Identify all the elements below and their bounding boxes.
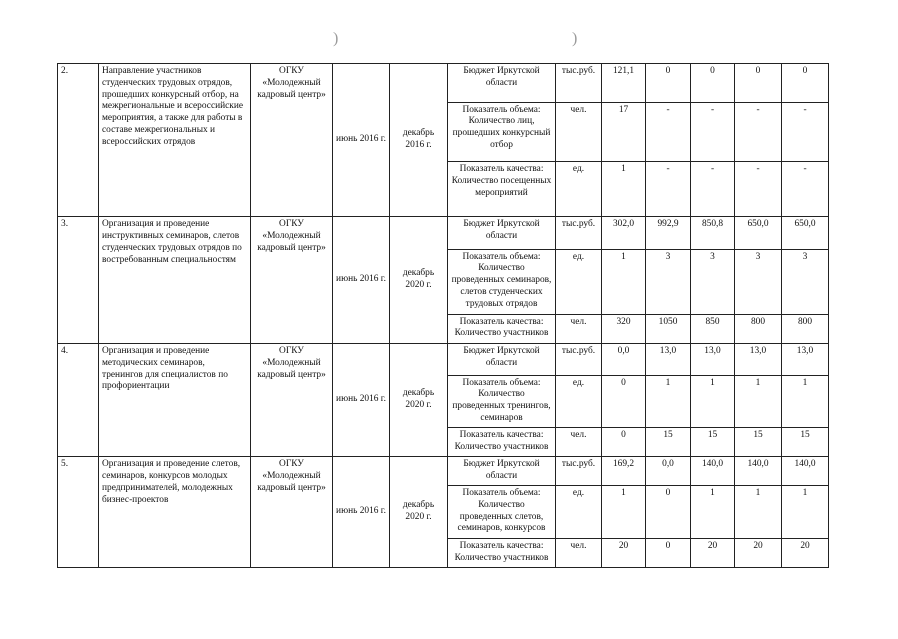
value-2018: 140,0	[691, 457, 735, 486]
activity-executor: ОГКУ «Молодежный кадровый центр»	[251, 344, 333, 457]
indicator-unit: ед.	[556, 249, 602, 314]
value-2019: 3	[735, 249, 782, 314]
value-2016: 0,0	[602, 344, 646, 375]
indicator-unit: тыс.руб.	[556, 64, 602, 103]
value-2020: 0	[782, 64, 829, 103]
value-2018: 850,8	[691, 217, 735, 249]
value-2020: 140,0	[782, 457, 829, 486]
activity-number: 4.	[58, 344, 99, 457]
activity-row	[58, 217, 829, 249]
activity-start-date: июнь 2016 г.	[333, 344, 390, 457]
activity-number: 3.	[58, 217, 99, 344]
value-2020: 15	[782, 428, 829, 457]
activity-name: Организация и проведение методических семинаров, тренингов для специалистов по профориентации	[99, 344, 251, 457]
program-activities-table	[57, 63, 829, 568]
indicator-label: Бюджет Иркутской области	[448, 344, 556, 375]
activity-number: 2.	[58, 64, 99, 217]
scan-mark-left: )	[333, 30, 339, 47]
value-2020: 1	[782, 375, 829, 428]
value-2019: 140,0	[735, 457, 782, 486]
value-2016: 0	[602, 428, 646, 457]
value-2017: 3	[646, 249, 691, 314]
activity-row	[58, 344, 829, 375]
value-2016: 1	[602, 249, 646, 314]
activity-executor: ОГКУ «Молодежный кадровый центр»	[251, 217, 333, 344]
value-2017: 15	[646, 428, 691, 457]
value-2020: -	[782, 162, 829, 217]
indicator-label: Бюджет Иркутской области	[448, 457, 556, 486]
value-2017: 1	[646, 375, 691, 428]
value-2018: -	[691, 102, 735, 162]
value-2020: 1	[782, 486, 829, 539]
indicator-label: Показатель объема: Количество проведенных слетов, семинаров, конкурсов	[448, 486, 556, 539]
value-2018: 1	[691, 486, 735, 539]
activity-start-date: июнь 2016 г.	[333, 457, 390, 568]
value-2018: 1	[691, 375, 735, 428]
activity-end-date: декабрь 2020 г.	[390, 217, 448, 344]
value-2017: 0,0	[646, 457, 691, 486]
indicator-label: Показатель объема: Количество проведенных тренингов, семинаров	[448, 375, 556, 428]
value-2016: 169,2	[602, 457, 646, 486]
activity-end-date: декабрь 2020 г.	[390, 344, 448, 457]
activity-row	[58, 457, 829, 486]
indicator-unit: чел.	[556, 314, 602, 343]
indicator-label: Бюджет Иркутской области	[448, 64, 556, 103]
value-2016: 1	[602, 162, 646, 217]
value-2019: -	[735, 102, 782, 162]
scan-mark-right: )	[572, 30, 578, 47]
value-2019: 800	[735, 314, 782, 343]
indicator-label: Показатель качества: Количество посещенных мероприятий	[448, 162, 556, 217]
indicator-label: Показатель объема: Количество лиц, прошедших конкурсный отбор	[448, 102, 556, 162]
value-2016: 17	[602, 102, 646, 162]
value-2020: 13,0	[782, 344, 829, 375]
value-2019: 13,0	[735, 344, 782, 375]
indicator-label: Показатель качества: Количество участников	[448, 538, 556, 567]
activity-start-date: июнь 2016 г.	[333, 217, 390, 344]
indicator-unit: чел.	[556, 538, 602, 567]
value-2019: -	[735, 162, 782, 217]
value-2019: 650,0	[735, 217, 782, 249]
indicator-unit: тыс.руб.	[556, 344, 602, 375]
value-2017: 13,0	[646, 344, 691, 375]
value-2016: 20	[602, 538, 646, 567]
activity-start-date: июнь 2016 г.	[333, 64, 390, 217]
value-2020: 650,0	[782, 217, 829, 249]
value-2017: -	[646, 162, 691, 217]
value-2018: 15	[691, 428, 735, 457]
activity-executor: ОГКУ «Молодежный кадровый центр»	[251, 64, 333, 217]
indicator-label: Бюджет Иркутской области	[448, 217, 556, 249]
value-2016: 320	[602, 314, 646, 343]
value-2019: 20	[735, 538, 782, 567]
indicator-label: Показатель качества: Количество участников	[448, 314, 556, 343]
value-2020: 800	[782, 314, 829, 343]
indicator-label: Показатель качества: Количество участников	[448, 428, 556, 457]
value-2018: -	[691, 162, 735, 217]
activity-end-date: декабрь 2016 г.	[390, 64, 448, 217]
indicator-unit: чел.	[556, 428, 602, 457]
indicator-unit: ед.	[556, 162, 602, 217]
value-2016: 0	[602, 375, 646, 428]
value-2019: 1	[735, 486, 782, 539]
activity-row	[58, 64, 829, 103]
indicator-unit: ед.	[556, 486, 602, 539]
value-2019: 15	[735, 428, 782, 457]
activity-end-date: декабрь 2020 г.	[390, 457, 448, 568]
activity-name: Направление участников студенческих трудовых отрядов, прошедших конкурсный отбор, на межрегиональные и всероссийские мероприятия, а также для работы в составе межрегиональных и всероссийских отрядов	[99, 64, 251, 217]
indicator-unit: тыс.руб.	[556, 457, 602, 486]
value-2018: 20	[691, 538, 735, 567]
value-2016: 121,1	[602, 64, 646, 103]
activity-name: Организация и проведение инструктивных семинаров, слетов студенческих трудовых отрядов по востребованным специальностям	[99, 217, 251, 344]
activity-number: 5.	[58, 457, 99, 568]
value-2017: 0	[646, 538, 691, 567]
activity-executor: ОГКУ «Молодежный кадровый центр»	[251, 457, 333, 568]
value-2017: 1050	[646, 314, 691, 343]
value-2017: -	[646, 102, 691, 162]
indicator-unit: чел.	[556, 102, 602, 162]
value-2017: 992,9	[646, 217, 691, 249]
value-2016: 1	[602, 486, 646, 539]
value-2019: 0	[735, 64, 782, 103]
indicator-unit: ед.	[556, 375, 602, 428]
value-2016: 302,0	[602, 217, 646, 249]
indicator-label: Показатель объема: Количество проведенных семинаров, слетов студенческих трудовых отрядов	[448, 249, 556, 314]
value-2020: -	[782, 102, 829, 162]
value-2019: 1	[735, 375, 782, 428]
activity-name: Организация и проведение слетов, семинаров, конкурсов молодых предпринимателей, молодежных бизнес-проектов	[99, 457, 251, 568]
value-2017: 0	[646, 64, 691, 103]
value-2020: 3	[782, 249, 829, 314]
value-2020: 20	[782, 538, 829, 567]
indicator-unit: тыс.руб.	[556, 217, 602, 249]
value-2018: 13,0	[691, 344, 735, 375]
value-2018: 0	[691, 64, 735, 103]
value-2018: 3	[691, 249, 735, 314]
value-2017: 0	[646, 486, 691, 539]
value-2018: 850	[691, 314, 735, 343]
